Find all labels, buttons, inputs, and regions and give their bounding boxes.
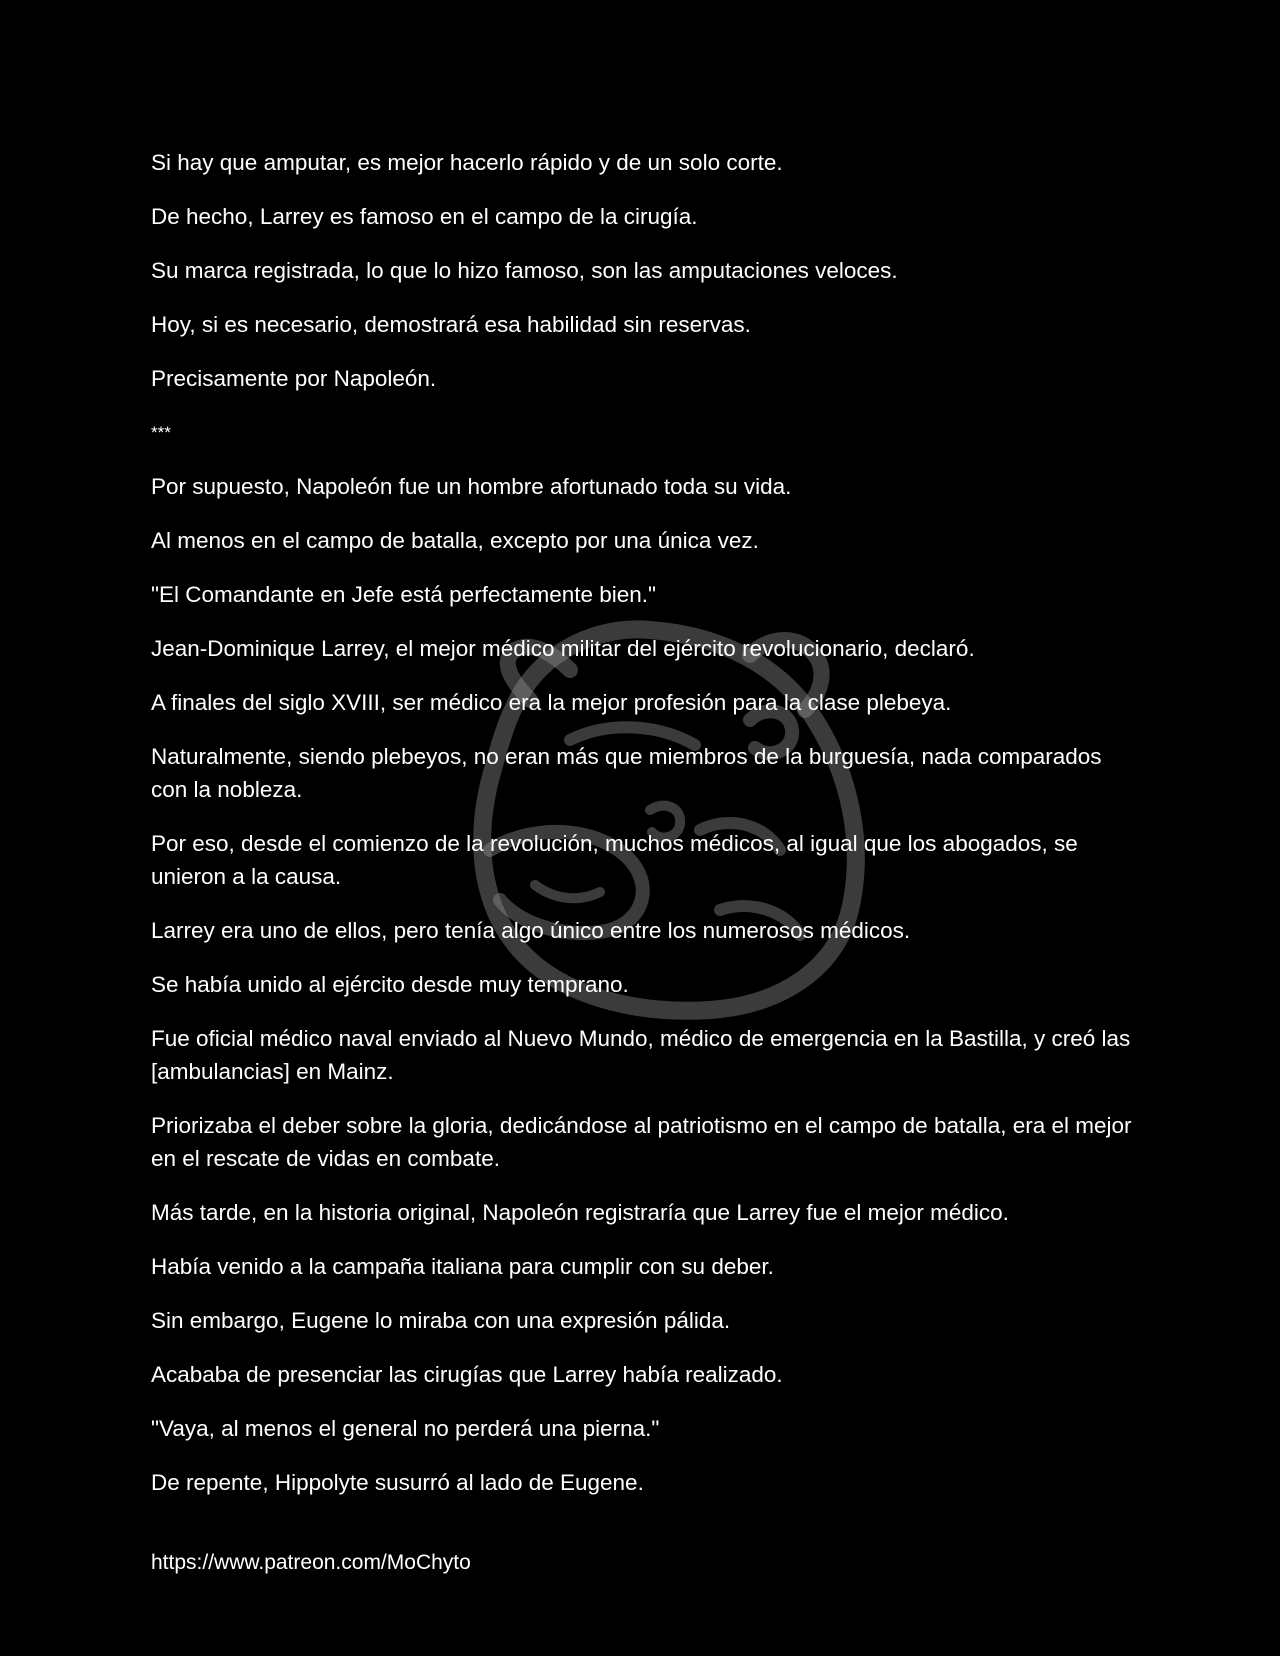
paragraph-15: Fue oficial médico naval enviado al Nuevo Mundo, médico de emergencia en la Bastilla, y creó las [ambulancias] en Mainz. (151, 1026, 1131, 1084)
section-separator: *** (151, 423, 171, 442)
paragraph-3: Su marca registrada, lo que lo hizo famoso, son las amputaciones veloces. (151, 258, 898, 283)
paragraph-12: Por eso, desde el comienzo de la revolución, muchos médicos, al igual que los abogados, se unieron a la causa. (151, 831, 1078, 889)
paragraph-22: De repente, Hippolyte susurró al lado de Eugene. (151, 1470, 644, 1495)
patreon-link[interactable]: https://www.patreon.com/MoChyto (151, 1551, 471, 1574)
paragraph-1: Si hay que amputar, es mejor hacerlo rápido y de un solo corte. (151, 150, 783, 175)
paragraph-18: Había venido a la campaña italiana para cumplir con su deber. (151, 1254, 774, 1279)
paragraph-14: Se había unido al ejército desde muy temprano. (151, 972, 629, 997)
paragraph-19: Sin embargo, Eugene lo miraba con una expresión pálida. (151, 1308, 731, 1333)
chapter-text (151, 146, 1141, 1520)
paragraph-2: De hecho, Larrey es famoso en el campo de la cirugía. (151, 204, 698, 229)
paragraph-17: Más tarde, en la historia original, Napoleón registraría que Larrey fue el mejor médico. (151, 1200, 1009, 1225)
paragraph-4: Hoy, si es necesario, demostrará esa habilidad sin reservas. (151, 312, 751, 337)
paragraph-13: Larrey era uno de ellos, pero tenía algo único entre los numerosos médicos. (151, 918, 911, 943)
paragraph-16: Priorizaba el deber sobre la gloria, dedicándose al patriotismo en el campo de batalla, era el mejor en el rescate de vidas en combate. (151, 1113, 1132, 1171)
paragraph-10: A finales del siglo XVIII, ser médico era la mejor profesión para la clase plebeya. (151, 690, 952, 715)
paragraph-6: Por supuesto, Napoleón fue un hombre afortunado toda su vida. (151, 474, 792, 499)
paragraph-9: Jean-Dominique Larrey, el mejor médico militar del ejército revolucionario, declaró. (151, 636, 975, 661)
paragraph-7: Al menos en el campo de batalla, excepto por una única vez. (151, 528, 759, 553)
paragraph-20: Acababa de presenciar las cirugías que Larrey había realizado. (151, 1362, 783, 1387)
paragraph-8: "El Comandante en Jefe está perfectamente bien." (151, 582, 657, 607)
paragraph-5: Precisamente por Napoleón. (151, 366, 437, 391)
paragraph-11: Naturalmente, siendo plebeyos, no eran más que miembros de la burguesía, nada comparados con la nobleza. (151, 744, 1102, 802)
paragraph-21: "Vaya, al menos el general no perderá una pierna." (151, 1416, 660, 1441)
